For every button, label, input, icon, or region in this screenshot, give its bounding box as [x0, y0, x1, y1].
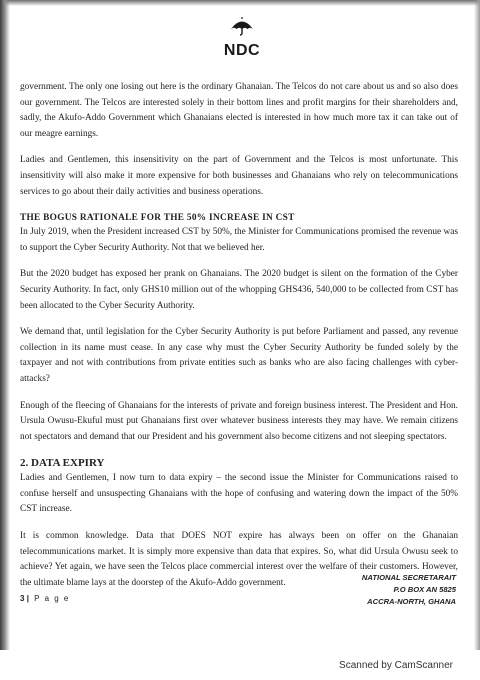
paragraph: In July 2019, when the President increased CST by 50%, the Minister for Communications promised the revenue was to support the Cyber Security Authority. Not that we believed her. — [20, 227, 458, 253]
address-line: P.O BOX AN 5825 — [393, 585, 456, 594]
scanner-watermark: Scanned by CamScanner — [339, 660, 453, 671]
paragraph: government. The only one losing out here is the ordinary Ghanaian. The Telcos do not care about us and so also does our government. The Telcos are interested solely in their bottom lines and profit margins for their shareholders and, sadly, the Akufo-Addo Government which Ghanaians elected is interested in how much more tax it can take out of our meagre earnings. — [20, 82, 458, 139]
paragraph: Ladies and Gentlemen, I now turn to data expiry – the second issue the Minister for Communications raised to confuse herself and unsuspecting Ghanaians with the hope of confusing and watering down the impact of the 50% CST increase. — [20, 473, 458, 515]
page-label: P a g e — [34, 594, 70, 603]
ndc-logo — [218, 16, 266, 60]
paragraph: We demand that, until legislation for the Cyber Security Authority is put before Parliament and passed, any revenue collection in its name must cease. In any case why must the Cyber Security Authority be funded solely by the taxpayer and not with contributions from private entities such as banks who are also facing challenges with cyber-attacks? — [20, 327, 458, 384]
section-heading: THE BOGUS RATIONALE FOR THE 50% INCREASE IN CST — [20, 213, 295, 224]
scan-shadow-left — [0, 0, 10, 650]
address-block — [362, 572, 456, 608]
page-number — [20, 594, 70, 603]
address-line: ACCRA-NORTH, GHANA — [367, 597, 456, 606]
logo-text: NDC — [223, 42, 261, 59]
address-line: NATIONAL SECRETARAIT — [361, 573, 456, 582]
section-heading: 2. DATA EXPIRY — [20, 457, 105, 470]
scan-shadow-right — [474, 0, 480, 650]
scan-shadow-top — [0, 0, 480, 6]
page-separator: | — [26, 594, 32, 603]
paragraph: But the 2020 budget has exposed her prank on Ghanaians. The 2020 budget is silent on the formation of the Cyber Security Authority. In fact, only GHS10 million out of the whopping GHS436, 540,000 to be collected from CST has been allocated to the Cyber Security Authority. — [20, 269, 458, 311]
paragraph: It is common knowledge. Data that DOES NOT expire has always been on offer on the Ghanaian telecommunications market. It is simply more expensive than data that expires. So, what did Ursula Owusu seek to achieve? Yet again, we have seen the Telcos place commercial interest over the welfare of their customers. However, the ultimate blame lays at the doorstep of the Akufo-Addo government. — [20, 531, 458, 588]
paragraph: Enough of the fleecing of Ghanaians for the interests of private and foreign business interest. The President and Hon. Ursula Owusu-Ekuful must put Ghanaians first over whatever business interests they may have. We remain citizens not spectators and demand that our President and his government also become citizens and not sleeping spectators. — [20, 400, 458, 442]
paragraph: Ladies and Gentlemen, this insensitivity on the part of Government and the Telcos is most unfortunate. This insensitivity will also make it more expensive for both businesses and Ghanaians who rely on telecommunications services to go about their daily activities and business operations. — [20, 155, 458, 197]
document-body — [20, 80, 458, 591]
umbrella-icon — [229, 16, 255, 36]
page-number-value: 3 — [20, 594, 25, 603]
